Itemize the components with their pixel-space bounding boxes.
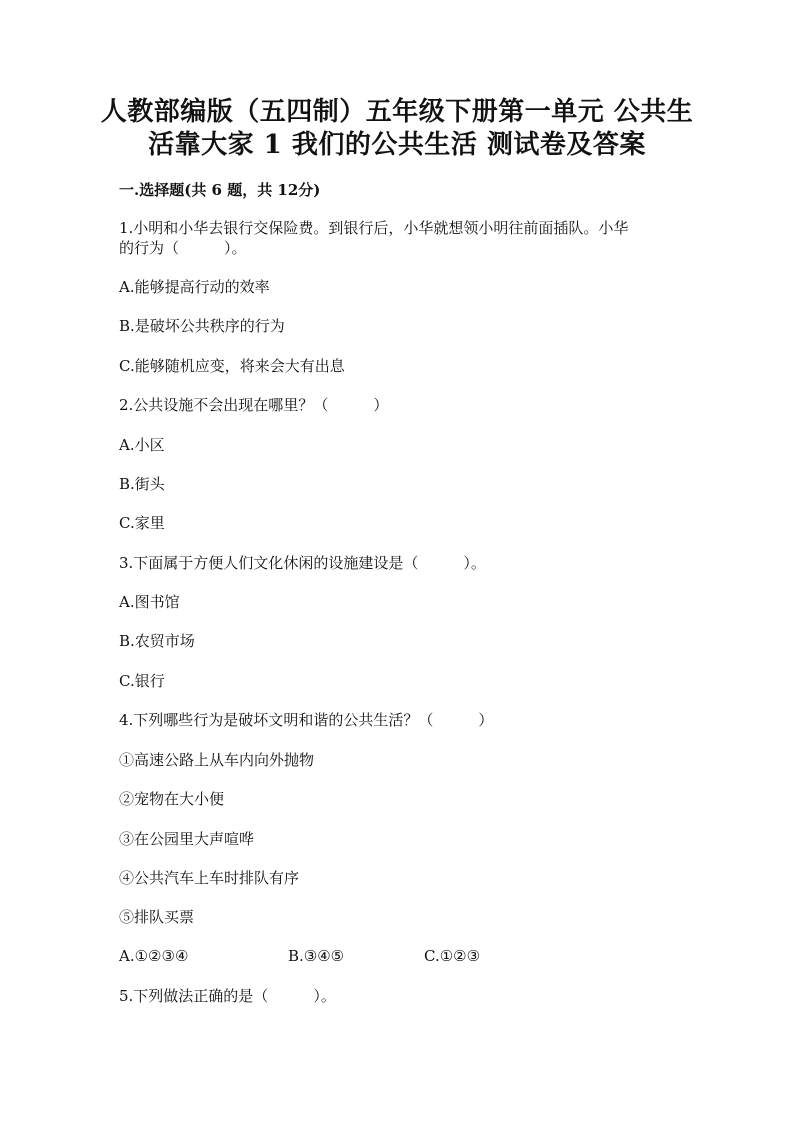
question-1-option-b: B.是破坏公共秩序的行为 — [119, 317, 285, 335]
doc-title-line-1: 人教部编版（五四制）五年级下册第一单元 公共生 — [100, 97, 694, 127]
question-4-option-a: A.①②③④ — [119, 947, 189, 965]
question-2-option-a: A.小区 — [119, 436, 165, 454]
question-3-stem: 3.下面属于方便人们文化休闲的设施建设是（ ）。 — [119, 554, 486, 572]
question-3-option-a: A.图书馆 — [119, 593, 180, 611]
question-2-option-c: C.家里 — [119, 514, 165, 532]
question-2-stem: 2.公共设施不会出现在哪里？（ ） — [119, 396, 389, 414]
question-1-option-a: A.能够提高行动的效率 — [119, 278, 270, 296]
question-4-option-b: B.③④⑤ — [288, 947, 345, 965]
question-4-item-4: ④公共汽车上车时排队有序 — [119, 869, 300, 887]
question-4-stem: 4.下列哪些行为是破坏文明和谐的公共生活？（ ） — [119, 711, 494, 729]
question-4-option-c: C.①②③ — [424, 947, 481, 965]
question-1-option-c: C.能够随机应变，将来会大有出息 — [119, 357, 345, 375]
question-4-item-5: ⑤排队买票 — [119, 908, 195, 926]
question-4-item-2: ②宠物在大小便 — [119, 790, 225, 808]
question-1-stem: 1.小明和小华去银行交保险费。到银行后，小华就想领小明往前面插队。小华 — [119, 219, 629, 237]
doc-title-line-2: 活靠大家 1 我们的公共生活 测试卷及答案 — [148, 130, 646, 160]
question-5-stem: 5.下列做法正确的是（ ）。 — [119, 987, 336, 1005]
question-3-option-b: B.农贸市场 — [119, 632, 195, 650]
question-4-item-3: ③在公园里大声喧哗 — [119, 830, 255, 848]
question-2-option-b: B.街头 — [119, 475, 165, 493]
question-3-option-c: C.银行 — [119, 672, 165, 690]
question-1-stem-cont: 的行为（ ）。 — [119, 239, 247, 257]
question-4-item-1: ①高速公路上从车内向外抛物 — [119, 751, 315, 769]
section-heading-choice: 一.选择题(共 6 题，共 12分) — [119, 181, 321, 199]
